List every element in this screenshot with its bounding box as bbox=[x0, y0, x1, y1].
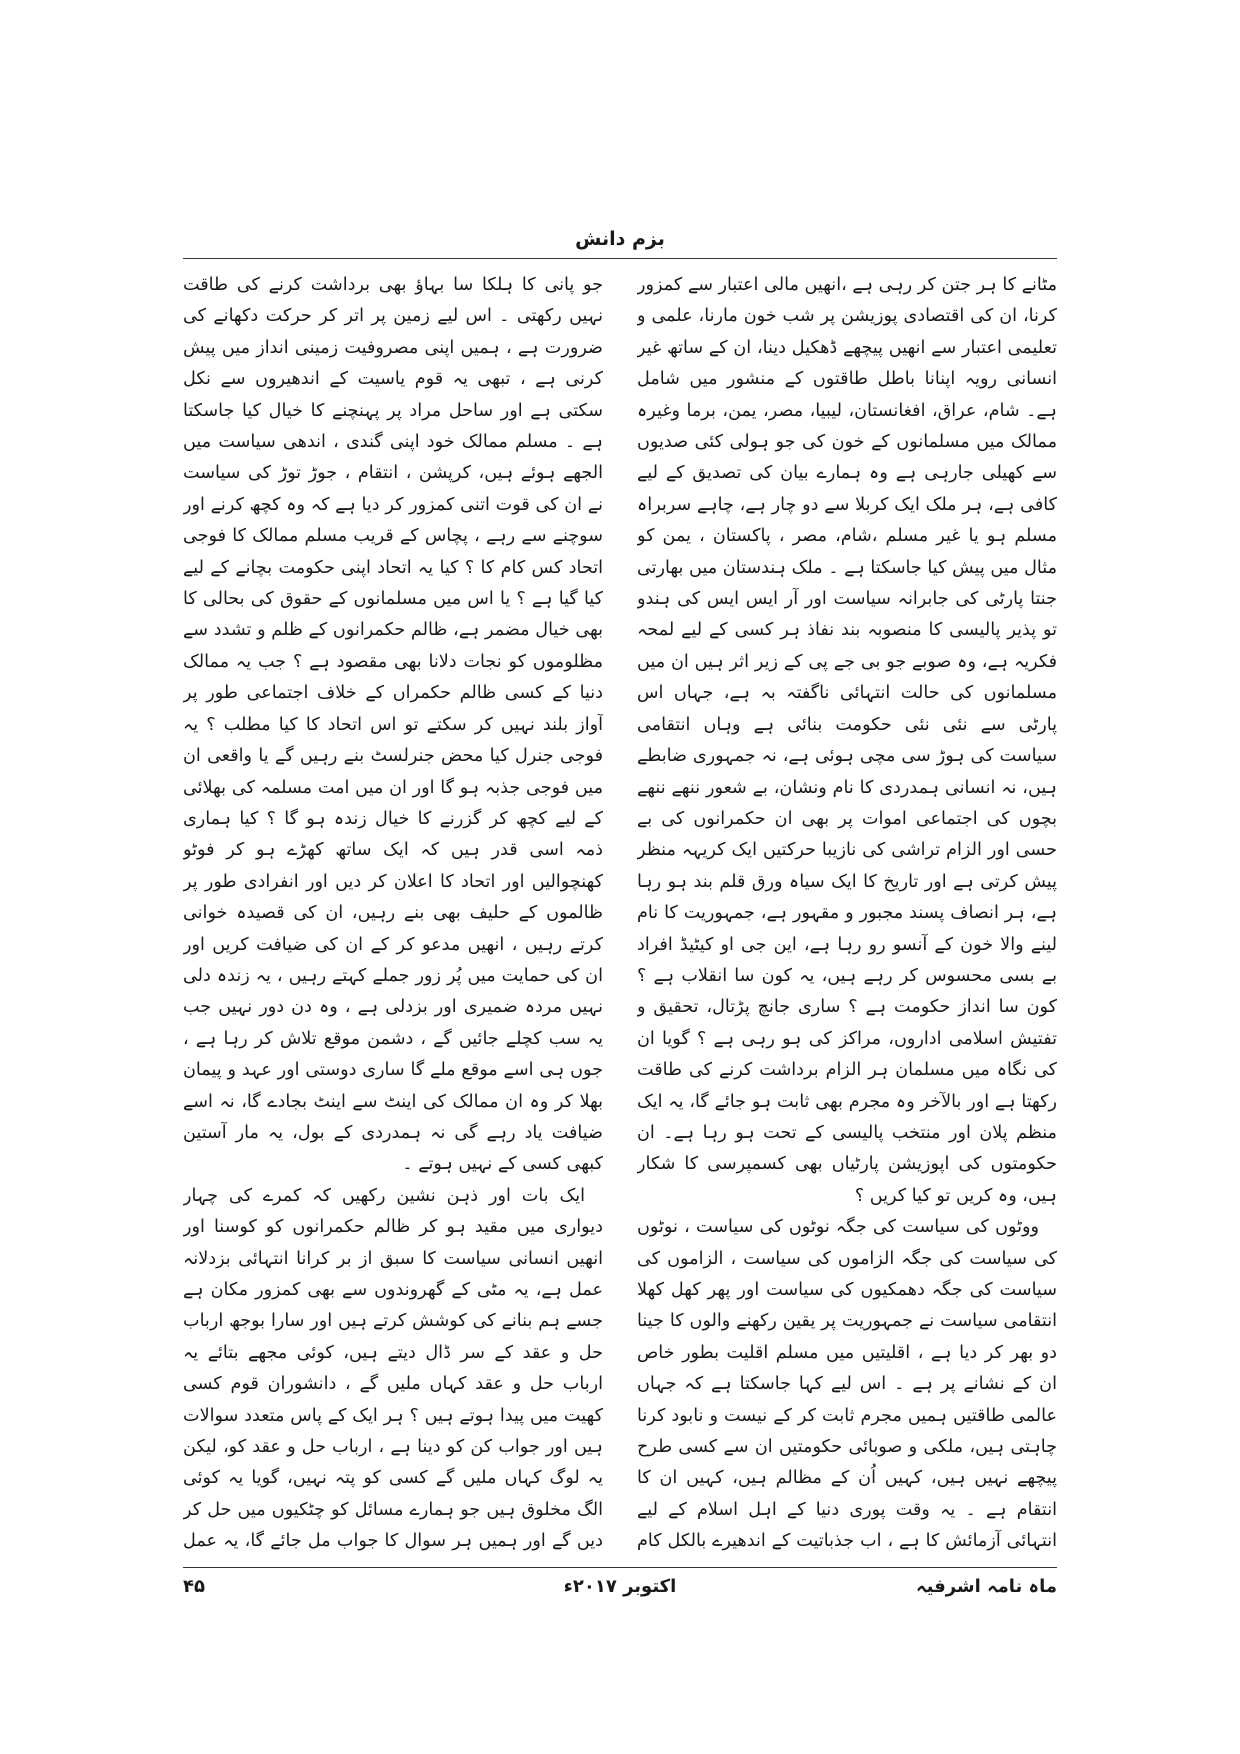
paragraph: مٹانے کا ہر جتن کر رہی ہے ،انھیں مالی اعتبار سے کمزور کرنا، ان کی اقتصادی پوزیشن پر شب خون مارنا، علمی و تعلیمی اعتبار سے انھیں پیچھے ڈھکیل دینا، ان کے ساتھ غیر انسانی رویہ اپنانا باطل طاقتوں کے منشور میں شامل ہے۔ شام، عراق، افغانستان، لیبیا، مصر، یمن، برما وغیرہ ممالک میں مسلمانوں کے خون کی جو ہولی کئی صدیوں سے کھیلی جارہی ہے وہ ہمارے بیان کی تصدیق کے لیے کافی ہے، ہر ملک ایک کربلا سے دو چار ہے، چاہے سربراہ مسلم ہو یا غیر مسلم ،شام، مصر ، پاکستان ، یمن کو مثال میں پیش کیا جاسکتا ہے ۔ ملک ہندستان میں بھارتی جنتا پارٹی کی جابرانہ سیاست اور آر ایس ایس کی ہندو تو پذیر پالیسی کا منصوبہ بند نفاذ ہر کسی کے لیے لمحہ فکریہ ہے، وہ صوبے جو بی جے پی کے زیر اثر ہیں ان میں مسلمانوں کی حالت انتہائی ناگفتہ بہ ہے، جہاں اس پارٹی سے نئی نئی حکومت بنائی ہے وہاں انتقامی سیاست کی ہوڑ سی مچی ہوئی ہے، نہ جمہوری ضابطے ہیں، نہ انسانی ہمدردی کا نام ونشان، بے شعور ننھے ننھے بچوں کی اجتماعی اموات پر بھی ان حکمرانوں کی بے حسی اور الزام تراشی کی نازیبا حرکتیں ایک کریہہ منظر پیش کرتی ہے اور تاریخ کا ایک سیاہ ورق قلم بند ہو رہا ہے، ہر انصاف پسند مجبور و مقہور ہے، جمہوریت کا نام لینے والا خون کے آنسو رو رہا ہے، این جی او کیٹیڈ افراد بے بسی محسوس کر رہے ہیں، یہ کون سا انقلاب ہے ؟ کون سا انداز حکومت ہے ؟ ساری جانچ پڑتال، تحقیق و تفتیش اسلامی اداروں، مراکز کی ہو رہی ہے ؟ گویا ان کی نگاہ میں مسلمان ہر الزام برداشت کرنے کی طاقت رکھتا ہے اور بالآخر وہ مجرم بھی ثابت ہو جائے گا، یہ ایک منظم پلان اور منتخب پالیسی کے تحت ہو رہا ہے۔ ان حکومتوں کی اپوزیشن پارٹیاں بھی کسمپرسی کا شکار ہیں، وہ کریں تو کیا کریں ؟ bbox=[637, 275, 1057, 1206]
text-column-right bbox=[637, 270, 1057, 1555]
page-number: ۴۵ bbox=[183, 1576, 205, 1597]
paragraph: ایک بات اور ذہن نشین رکھیں کہ کمرے کی چہار دیواری میں مقید ہو کر ظالم حکمرانوں کو کوسنا اور انھیں انسانی سیاست کا سبق از بر کرانا انتہائی بزدلانہ عمل ہے، یہ مٹی کے گھروندوں سے بھی کمزور مکان ہے جسے ہم بنانے کی کوشش کرتے ہیں اور سارا بوجھ ارباب حل و عقد کے سر ڈال دیتے ہیں، کوئی مجھے بتائے یہ ارباب حل و عقد کہاں ملیں گے ، دانشوران قوم کسی کھیت میں پیدا ہوتے ہیں ؟ ہر ایک کے پاس متعدد سوالات ہیں اور جواب کن کو دینا ہے ، ارباب حل و عقد کو، لیکن یہ لوگ کہاں ملیں گے کسی کو پتہ نہیں، گویا یہ کوئی الگ مخلوق ہیں جو ہمارے مسائل کو چٹکیوں میں حل کر دیں گے اور ہمیں ہر سوال کا جواب مل جائے گا، یہ عمل bbox=[183, 1185, 603, 1552]
issue-date: اکتوبر ۲۰۱۷ء bbox=[563, 1576, 677, 1597]
page-header: بزم دانش bbox=[575, 228, 665, 250]
text-column-left bbox=[183, 270, 603, 1555]
magazine-name: ماہ نامہ اشرفیہ bbox=[916, 1576, 1057, 1597]
footer-divider bbox=[183, 1567, 1057, 1568]
paragraph: جو پانی کا ہلکا سا بہاؤ بھی برداشت کرنے کی طاقت نہیں رکھتی ۔ اس لیے زمین پر اتر کر حرکت دکھانے کی ضرورت ہے ، ہمیں اپنی مصروفیت زمینی انداز میں پیش کرنی ہے ، تبھی یہ قوم یاسیت کے اندھیروں سے نکل سکتی ہے اور ساحل مراد پر پہنچنے کا خیال کیا جاسکتا ہے ۔ مسلم ممالک خود اپنی گندی ، اندھی سیاست میں الجھے ہوئے ہیں، کرپشن ، انتقام ، جوڑ توڑ کی سیاست نے ان کی قوت اتنی کمزور کر دیا ہے کہ وہ کچھ کرنے اور سوچنے سے رہے ، پچاس کے قریب مسلم ممالک کا فوجی اتحاد کس کام کا ؟ کیا یہ اتحاد اپنی حکومت بچانے کے لیے کیا گیا ہے ؟ یا اس میں مسلمانوں کے حقوق کی بحالی کا بھی خیال مضمر ہے، ظالم حکمرانوں کے ظلم و تشدد سے مظلوموں کو نجات دلانا بھی مقصود ہے ؟ جب یہ ممالک دنیا کے کسی ظالم حکمراں کے خلاف اجتماعی طور پر آواز بلند نہیں کر سکتے تو اس اتحاد کا کیا مطلب ؟ یہ فوجی جنرل کیا محض جنرلسٹ بنے رہیں گے یا واقعی ان میں فوجی جذبہ ہو گا اور ان میں امت مسلمہ کی بھلائی کے لیے کچھ کر گزرنے کا خیال زندہ ہو گا ؟ کیا ہماری ذمہ اسی قدر ہیں کہ ایک ساتھ کھڑے ہو کر فوٹو کھنچوالیں اور اتحاد کا اعلان کر دیں اور انفرادی طور پر ظالموں کے حلیف بھی بنے رہیں، ان کی قصیدہ خوانی کرتے رہیں ، انھیں مدعو کر کے ان کی ضیافت کریں اور ان کی حمایت میں پُر زور جملے کہتے رہیں ، یہ زندہ دلی نہیں مردہ ضمیری اور بزدلی ہے ، وہ دن دور نہیں جب یہ سب کچلے جائیں گے ، دشمن موقع تلاش کر رہا ہے ، جوں ہی اسے موقع ملے گا ساری دوستی اور عہد و پیمان بھلا کر وہ ان ممالک کی اینٹ سے اینٹ بجادے گا، نہ اسے ضیافت یاد رہے گی نہ ہمدردی کے بول، یہ مار آستین کبھی کسی کے نہیں ہوتے ۔ bbox=[183, 275, 603, 1175]
paragraph: ووٹوں کی سیاست کی جگہ نوٹوں کی سیاست ، نوٹوں کی سیاست کی جگہ الزاموں کی سیاست ، الزاموں کی سیاست کی جگہ دھمکیوں کی سیاست اور پھر کھل کھلا انتقامی سیاست نے جمہوریت پر یقین رکھنے والوں کا جینا دو بھر کر دیا ہے ، اقلیتیں میں مسلم اقلیت بطور خاص ان کے نشانے پر ہے ۔ اس لیے کہا جاسکتا ہے کہ جہاں عالمی طاقتیں ہمیں مجرم ثابت کر کے نیست و نابود کرنا چاہتی ہیں، ملکی و صوبائی حکومتیں ان سے کسی طرح پیچھے نہیں ہیں، کہیں اُن کے مظالم ہیں، کہیں ان کا انتقام ہے ۔ یہ وقت پوری دنیا کے اہل اسلام کے لیے انتہائی آزمائش کا ہے ، اب جذباتیت کے اندھیرے بالکل کام bbox=[637, 1217, 1057, 1552]
header-divider bbox=[183, 258, 1057, 259]
